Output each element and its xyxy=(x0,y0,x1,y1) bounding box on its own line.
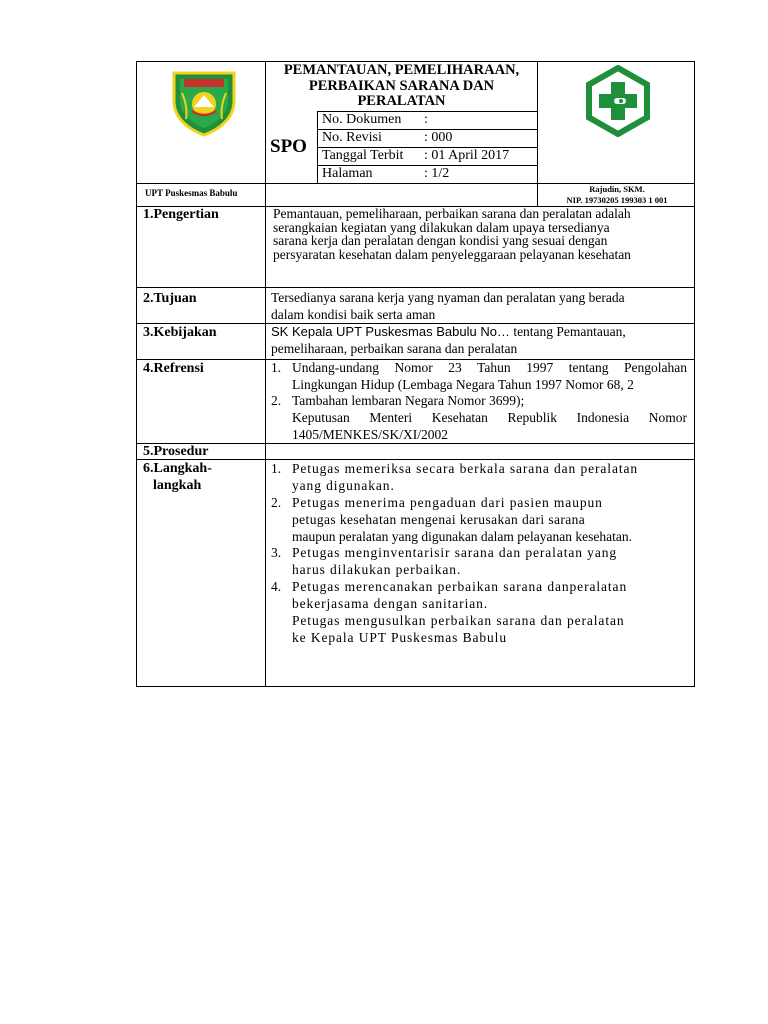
section-label-prosedur: 5.Prosedur xyxy=(143,444,209,459)
pengertian-text xyxy=(273,207,631,261)
text-line: 1405/MENKES/SK/XI/2002 xyxy=(292,427,449,442)
title-line: PERBAIKAN SARANA DAN xyxy=(308,77,495,94)
institution-name: UPT Puskesmas Babulu xyxy=(145,188,238,198)
section-label-refrensi: 4.Refrensi xyxy=(143,361,204,376)
text-line: sarana kerja dan peralatan dengan kondisi yang sesuai dengan xyxy=(273,233,608,248)
text-line: Undang-undang Nomor 23 Tahun 1997 tentang Pengolahan xyxy=(292,360,687,375)
list-number: 3. xyxy=(271,545,282,560)
document-title xyxy=(266,63,537,110)
text-line: Tersedianya sarana kerja yang nyaman dan peralatan yang berada xyxy=(271,290,625,305)
text-line: Lingkungan Hidup (Lembaga Negara Tahun 1997 Nomor 68, 2 xyxy=(292,377,634,392)
text-line: Keputusan Menteri Kesehatan Republik Indonesia Nomor xyxy=(292,410,687,425)
doc-field-label: Tanggal Terbit xyxy=(322,148,404,163)
title-line: PEMANTAUAN, PEMELIHARAAN, xyxy=(283,62,520,78)
text-line: serangkaian kegiatan yang dilakukan dalam upaya tersedianya xyxy=(273,219,610,235)
doc-field-label: No. Dokumen xyxy=(322,112,402,127)
doc-field-value: : 1/2 xyxy=(424,166,450,181)
doc-field-label: No. Revisi xyxy=(322,130,382,145)
spo-label: SPO xyxy=(270,136,307,157)
doc-field-label: Halaman xyxy=(322,166,373,181)
kebijakan-reference: SK Kepala UPT Puskesmas Babulu No… xyxy=(271,324,510,339)
text-line: Petugas menerima pengaduan dari pasien maupun xyxy=(292,495,603,510)
text-line: harus dilakukan perbaikan. xyxy=(292,562,462,577)
doc-field-value: : xyxy=(424,112,428,127)
section-label-kebijakan: 3.Kebijakan xyxy=(143,325,217,340)
list-number: 2. xyxy=(271,495,282,510)
list-number: 1. xyxy=(271,461,282,476)
kebijakan-line xyxy=(271,325,626,339)
section-label-pengertian: 1.Pengertian xyxy=(143,207,219,222)
puskesmas-cross-logo xyxy=(582,65,654,137)
text-line: Pemantauan, pemeliharaan, perbaikan sarana dan peralatan adalah xyxy=(273,206,631,221)
text-line: maupun peralatan yang digunakan dalam pelayanan kesehatan. xyxy=(292,529,632,544)
text-line: Petugas mengusulkan perbaikan sarana dan peralatan xyxy=(292,613,625,628)
signer-name: Rajudin, SKM. xyxy=(589,184,645,194)
list-number: 4. xyxy=(271,579,282,594)
doc-field-value: : 000 xyxy=(424,130,453,145)
text-line: Petugas menginventarisir sarana dan peralatan yang xyxy=(292,545,618,560)
doc-field-value: : 01 April 2017 xyxy=(424,148,510,163)
kebijakan-subject: tentang Pemantauan, xyxy=(509,324,626,339)
signer-block xyxy=(540,184,694,206)
section-label-langkah: langkah xyxy=(153,478,202,493)
text-line: Petugas merencanakan perbaikan sarana danperalatan xyxy=(292,579,628,594)
regional-crest-logo xyxy=(168,67,240,137)
text-line: dalam kondisi baik serta aman xyxy=(271,307,436,322)
text-line: petugas kesehatan mengenai kerusakan dari sarana xyxy=(292,512,586,527)
text-line: persyaratan kesehatan dalam penyeleggaraan pelayanan kesehatan xyxy=(273,246,631,262)
list-number: 2. xyxy=(271,393,282,408)
signer-nip: NIP. 19730205 199303 1 001 xyxy=(566,195,668,205)
section-label-tujuan: 2.Tujuan xyxy=(143,291,197,306)
title-line: PERALATAN xyxy=(357,93,446,109)
text-line: pemeliharaan, perbaikan sarana dan peralatan xyxy=(271,341,518,356)
text-line: Petugas memeriksa secara berkala sarana dan peralatan xyxy=(292,461,639,476)
text-line: Tambahan lembaran Negara Nomor 3699); xyxy=(292,393,525,408)
list-number: 1. xyxy=(271,360,282,375)
text-line: yang digunakan. xyxy=(292,478,395,493)
text-line: bekerjasama dengan sanitarian. xyxy=(292,596,489,611)
section-label-langkah: 6.Langkah- xyxy=(143,461,212,476)
text-line: ke Kepala UPT Puskesmas Babulu xyxy=(292,630,507,645)
